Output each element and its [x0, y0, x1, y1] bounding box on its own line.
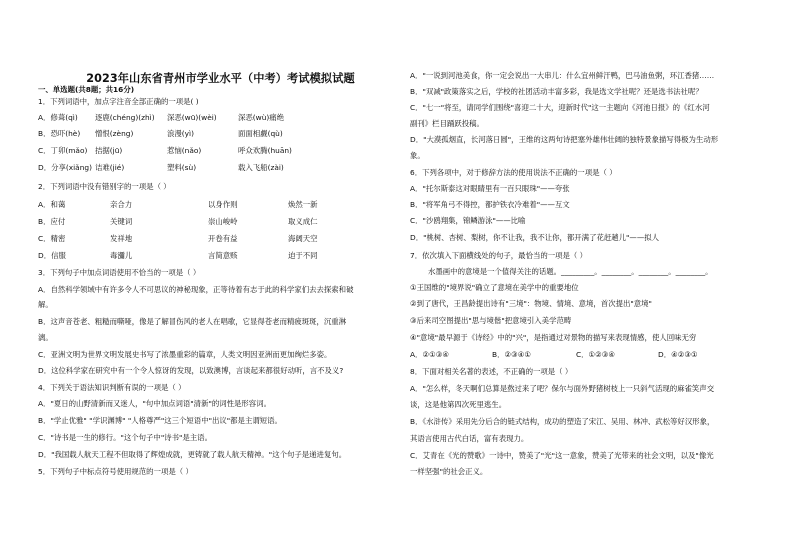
q1-option-c-1: C．丁卯(mǎo): [38, 146, 88, 155]
left-column: [38, 0, 403, 550]
q7-item-2: ②到了唐代，王昌龄提出诗有"三境"：物境、情境、意境，首次提出"意境": [410, 299, 652, 308]
q3-option-b-line1: B．这声音苍老、粗糙而嘶哑，像是了解冒伤风的老人在唱歌，它显得苍老而精疲斑斑，沉重淋: [38, 317, 347, 326]
q1-option-b-2: 憎恨(zèng): [95, 129, 134, 138]
q1-option-d-3: 塑料(sù): [167, 163, 197, 172]
q2-option-d-4: 迫于不同: [288, 251, 318, 260]
q2-option-a-4: 焕然一新: [288, 200, 318, 209]
q2-option-c-1: C．精密: [38, 234, 66, 243]
q2-option-d-3: 言简意赅: [208, 251, 238, 260]
q4-option-a: A．"夏日的山野清新而又迷人，"句中加点词语"清新"的词性是形容词。: [38, 399, 271, 408]
q1-option-c-2: 拮据(jū): [95, 146, 123, 155]
q5-option-a: A．"一说到河池美食，你一定会说出一大串儿：什么宜州鲜汗鸭，巴马油鱼粥，环江香猪……: [410, 71, 715, 80]
q2-option-c-2: 发祥地: [110, 234, 133, 243]
q3-option-c: C．亚洲文明为世界文明发展史书写了浓墨重彩的篇章，人类文明因亚洲而更加绚烂多姿。: [38, 350, 332, 359]
q7-choice-d: D．④②③①: [658, 350, 698, 359]
q8-option-c-line2: 一样坚强"的社会正义。: [410, 467, 488, 476]
q1-option-a-4: 深恶(wù)痛绝: [238, 113, 285, 122]
q5-option-c-line2: 副刊》栏目踊跃投稿。: [410, 119, 484, 128]
q7-lead-sentence: 水墨画中的意境是一个值得关注的话题。_________。________。________。________。: [428, 267, 713, 276]
question-8-stem: 8．下面对相关名著的表述，不正确的一项是（ ）: [410, 367, 573, 376]
q7-choice-c: C．①②③④: [576, 350, 616, 359]
question-4-stem: 4．下列关于语法知识判断有误的一项是（ ）: [38, 383, 186, 392]
question-7-stem: 7．依次填入下面横线处的句子，最恰当的一项是（ ）: [410, 251, 588, 260]
q1-option-b-3: 浪漫(yì): [167, 129, 194, 138]
question-3-stem: 3．下列句子中加点词语使用不恰当的一项是（ ）: [38, 268, 201, 277]
q7-choice-b: B．②③④①: [492, 350, 531, 359]
q1-option-b-4: 面面相觑(qù): [238, 129, 283, 138]
question-2-stem: 2．下列词语中没有错别字的一项是（ ）: [38, 182, 171, 191]
q1-option-a-1: A．修葺(qì): [38, 113, 78, 122]
q2-option-b-3: 崇山峻岭: [208, 217, 238, 226]
section-heading: 一、单选题(共8题；共16分): [38, 85, 135, 94]
q7-item-4: ④"意境"最早源于《诗经》中的"兴"，是指通过对景物的描写来表现情感，使人回味无穷: [410, 333, 697, 342]
q2-option-a-1: A．和蔼: [38, 200, 66, 209]
q1-option-a-3: 深恶(wū)(wèi): [167, 113, 217, 122]
q5-option-d-line2: 象。: [410, 151, 425, 160]
q2-option-d-2: 毒瀰儿: [110, 251, 133, 260]
q2-option-a-3: 以身作则: [208, 200, 238, 209]
q6-option-c: C．"沙鸥翔集，锦鳞游泳"——比喻: [410, 216, 526, 225]
q3-option-b-line2: 漓。: [38, 333, 53, 342]
q3-option-d: D．这位科学家在研究中有一个令人惊讶的发现，以致澳博，言谈起来都很好动听，言不及义?: [38, 366, 344, 375]
q1-option-c-4: 呼众欢腾(huān): [238, 146, 292, 155]
q8-option-b-line1: B．《水浒传》采用先分后合的链式结构，成功的塑造了宋江、吴用、林冲、武松等好汉形象，: [410, 417, 715, 426]
q1-option-c-3: 惹恼(nǎo): [167, 146, 202, 155]
q5-option-c-line1: C．"七一"将至，请同学们围绕"喜迎二十大，迎新时代"这一主题向《河池日报》的《红水河: [410, 103, 710, 112]
question-6-stem: 6．下列各项中，对于修辞方法的使用说法不正确的一项是（ ）: [410, 168, 617, 177]
q5-option-d-line1: D．"大漠孤烟直，长河落日圆"，王维的这两句诗把塞外雄伟壮阔的独特景象描写得极为生动形: [410, 135, 719, 144]
q8-option-a-line1: A．"怎么样，冬天啊们总算是熬过来了吧？保尔与面外野猪树枝上一只斜气活现的麻雀笑声交: [410, 384, 715, 393]
q6-option-a: A．"托尔斯泰这对眼睛里有一百只眼珠"——夸张: [410, 184, 570, 193]
q4-option-b: B．"学止优雅" "学识渊博" "人格尊严"这三个短语中"出议"都是主谓短语。: [38, 416, 282, 425]
q8-option-a-line2: 谈，这是他第四次死里逃生。: [410, 400, 507, 409]
q2-option-b-2: 关键词: [110, 217, 133, 226]
q5-option-b: B．"双减"政策落实之后，学校的社团活动丰富多彩，我是选文学社呢？还是选书法社呢？: [410, 87, 703, 96]
q6-option-d: D．"桃树、杏树、梨树，你不让我，我不让你，都开满了花赶趟儿"——拟人: [410, 233, 659, 242]
q8-option-c-line1: C．艾青在《光的赞歌》一诗中，赞美了"光"这一意象，赞美了光带来的社会文明，以及"像光: [410, 451, 714, 460]
q4-option-d: D．"我国载人航天工程不但取得了辉煌成就，更铸就了载人航天精神。"这个句子是递进复句。: [38, 450, 347, 459]
right-column: [410, 0, 775, 550]
q1-option-b-1: B．恐吓(hè): [38, 129, 81, 138]
q4-option-c: C．"诗书是一生的修行。"这个句子中"诗书"是主语。: [38, 433, 212, 442]
q1-option-d-1: D．分享(xiǎng): [38, 163, 92, 172]
q1-option-d-4: 载入飞船(zài): [238, 163, 284, 172]
q6-option-b: B．"将军角弓不得控，都护铁衣冷难着"——互文: [410, 200, 570, 209]
q7-choice-a: A．②①③④: [410, 350, 449, 359]
q8-option-b-line2: 其语言使用古代白话，富有表现力。: [410, 434, 529, 443]
q7-item-1: ①王国维的"境界说"确立了意境在美学中的重要地位: [410, 283, 579, 292]
q2-option-a-2: 亲合力: [110, 200, 133, 209]
question-1-stem: 1．下列词语中，加点字注音全部正确的一项是( ): [38, 97, 199, 106]
q1-option-a-2: 逐鹿(chéng)(zhì): [95, 113, 155, 122]
q2-option-c-4: 海阔天空: [288, 234, 318, 243]
question-5-stem: 5．下列句子中标点符号使用规范的一项是（ ）: [38, 467, 193, 476]
q2-option-b-4: 取义成仁: [288, 217, 318, 226]
q3-option-a-line1: A．自然科学领域中有许多令人不可思议的神秘现象，正等待着有志于此的科学家们去去探索和破: [38, 285, 354, 294]
q1-option-d-2: 诘难(jié): [95, 163, 125, 172]
exam-title: 2023年山东省青州市学业水平（中考）考试模拟试题: [86, 72, 355, 85]
q2-option-d-1: D．信服: [38, 251, 66, 260]
q2-option-b-1: B．应付: [38, 217, 66, 226]
q7-item-3: ③后来司空图提出"思与境偕"把意境引入美学范畴: [410, 316, 572, 325]
q2-option-c-3: 开卷有益: [208, 234, 238, 243]
q3-option-a-line2: 解。: [38, 300, 53, 309]
